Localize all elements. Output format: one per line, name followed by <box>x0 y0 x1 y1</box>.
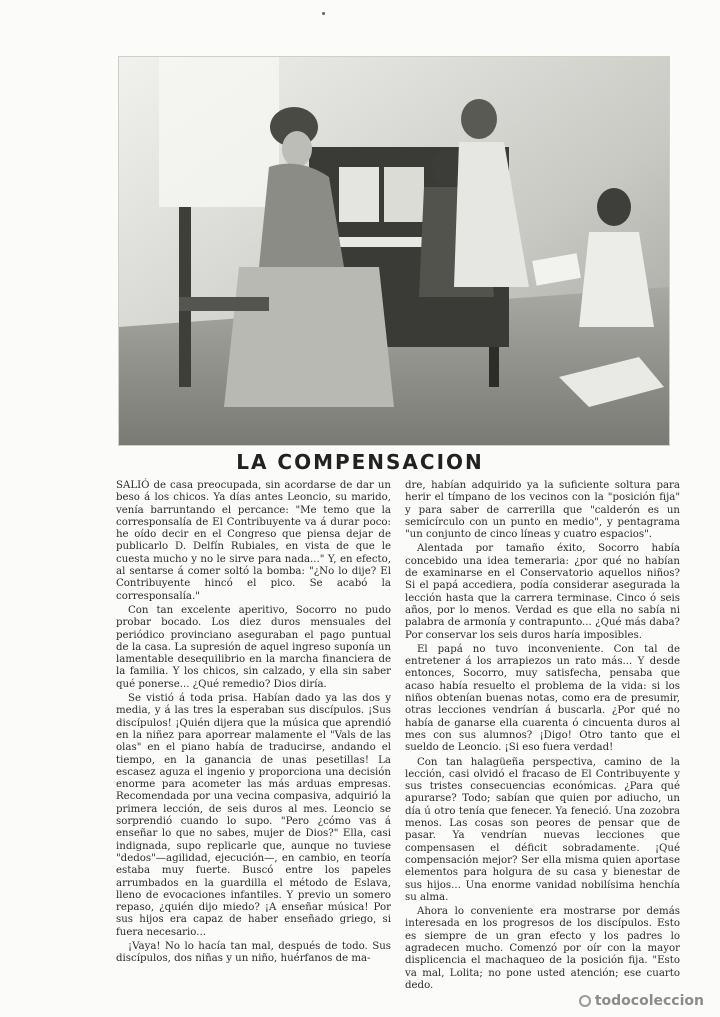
illustration-drawing <box>119 57 669 445</box>
article-paragraph: SALIÓ de casa preocupada, sin acordarse de dar un beso á los chicos. Ya días antes Leoncio, su marido, venía barruntando el percance: "Me temo que la corresponsalía de El Contribuyente va á durar poco: he oído decir en el Congreso que piensa dejar de publicarlo D. Delfín Rubiales, en vista de que le cuesta mucho y no le sirve para nada..." Y, en efecto, al sentarse á comer soltó la bomba: "¿No lo dije? El Contribuyente hincó el pico. Se acabó la corresponsalía." <box>116 480 391 602</box>
article-title: LA COMPENSACION <box>236 450 484 474</box>
article-paragraph: Con tan halagüeña perspectiva, camino de la lección, casi olvidó el fracaso de El Contribuyente y sus tristes consecuencias económicas. ¿Para qué apurarse? Todo; sabían que quien por adiucho, un día ú otro tenía que fenecer. Ya feneció. Una zozobra menos. Las cosas son peores de pensar que de pasar. Ya vendrían nuevas lecciones que compensasen el déficit sobradamente. ¡Qué compensación mejor? Ser ella misma quien aportase elementos para holgura de su casa y bienestar de sus hijos... Una enorme vanidad nobilísima henchía su alma. <box>405 756 680 903</box>
watermark-text: todocoleccion <box>594 993 704 1009</box>
ink-speck <box>322 12 325 15</box>
article-paragraph: ¡Vaya! No lo hacía tan mal, después de todo. Sus discípulos, dos niñas y un niño, huérfanos de ma- <box>116 940 391 965</box>
article-paragraph: Ahora lo conveniente era mostrarse por demás interesada en los progresos de los discípulos. Esto es siempre de un gran efecto y los padres lo agradecen mucho. Comenzó por oír con la mayor displicencia el machaqueo de la posición fija. "Esto va mal, Lolita; no pone usted atención; ese cuarto dedo. <box>405 906 680 991</box>
article-column-right <box>405 480 680 991</box>
article-paragraph: El papá no tuvo inconveniente. Con tal de entretener á los arrapiezos un rato más... Y desde entonces, Socorro, muy satisfecha, pensaba que acaso había resuelto el problema de la vida: si los niños obtenían buenas notas, como era de presumir, otras lecciones vendrían á buscarla. ¿Por qué no había de ganarse ella cuarenta ó cincuenta duros al mes con sus alumnos? ¡Digo! Otro tanto que el sueldo de Leoncio. ¡Si eso fuera verdad! <box>405 643 680 754</box>
article-paragraph: Se vistió á toda prisa. Habían dado ya las dos y media, y á las tres la esperaban sus discípulos. ¡Sus discípulos! ¡Quién dijera que la música que aprendió en la niñez para aporrear malamente el "Vals de las olas" en el piano había de traducirse, andando el tiempo, en la ganancia de unas pesetillas! La escasez aguza el ingenio y proporciona una decisión enorme para acometer las más arduas empresas. Recomendada por una vecina compasiva, adquirió la primera lección, de seis duros al mes. Leoncio se sorprendió cuando lo supo. "Pero ¿cómo vas á enseñar lo que no sabes, mujer de Dios?" Ella, casi indignada, supo replicarle que, aunque no tuviese "dedos"—agilidad, ejecución—, en cambio, en teoría estaba muy fuerte. Buscó entre los papeles arrumbados en la guardilla el método de Eslava, lleno de evocaciones infantiles. Y previo un somero repaso, ¿quién dijo miedo? ¡A enseñar música! Por sus hijos era capaz de haber enseñado griego, si fuera necesario... <box>116 693 391 938</box>
article-body <box>116 480 680 991</box>
watermark-logo-icon <box>579 995 591 1007</box>
piano-lesson-illustration <box>118 56 670 446</box>
article-paragraph: Alentada por tamaño éxito, Socorro había concebido una idea temeraria: ¿por qué no habían de examinarse en el Conservatorio aquellos niños? Si el papá accediera, podía considerar asegurada la lección hasta que la carrera terminase. Cinco ó seis años, por lo menos. Verdad es que ella no sabía ni palabra de armonía y contrapunto... ¿Qué más daba? Por conservar los seis duros haría imposibles. <box>405 543 680 641</box>
watermark <box>579 993 704 1009</box>
article-column-left <box>116 480 391 965</box>
article-paragraph: Con tan excelente aperitivo, Socorro no pudo probar bocado. Los diez duros mensuales del periódico provinciano aseguraban el pago puntual de la casa. La supresión de aquel ingreso suponía un lamentable desequilibrio en la marcha financiera de la familia. Y los chicos, sin calzado, y ella sin saber qué ponerse... ¿Qué remedio? Dios diría. <box>116 604 391 690</box>
article-paragraph: dre, habían adquirido ya la suficiente soltura para herir el tímpano de los vecinos con la "posición fija" y para saber de carrerilla que "calderón es un semicírculo con un punto en medio", y pentagrama "un conjunto de cinco líneas y cuatro espacios". <box>405 480 680 541</box>
